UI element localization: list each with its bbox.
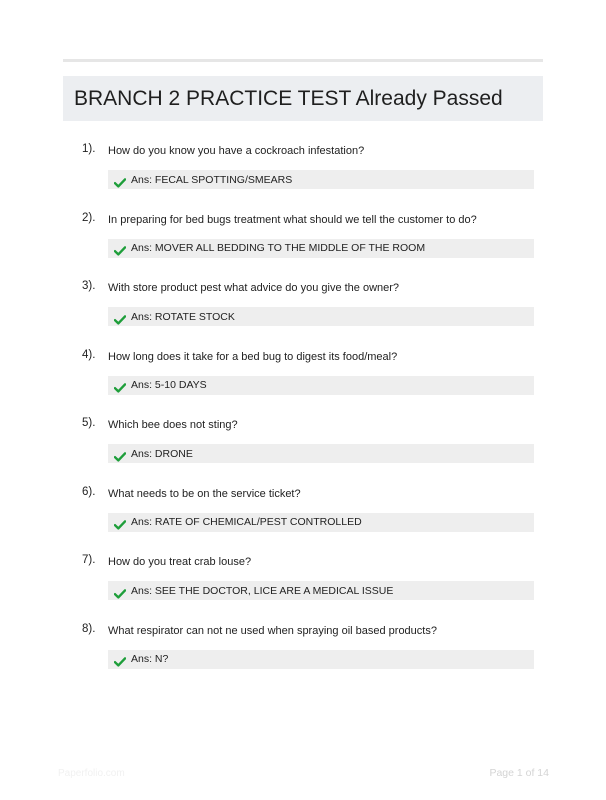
question-item — [0, 349, 606, 418]
question-item — [0, 554, 606, 623]
question-number: 4). — [82, 348, 96, 361]
check-icon — [114, 175, 126, 185]
question-item — [0, 486, 606, 555]
title-banner — [63, 76, 543, 121]
answer-text: Ans: MOVER ALL BEDDING TO THE MIDDLE OF THE ROOM — [131, 242, 426, 254]
question-number: 3). — [82, 280, 96, 292]
answer-text: Ans: RATE OF CHEMICAL/PEST CONTROLLED — [131, 516, 362, 528]
page-indicator: Page 1 of 14 — [489, 767, 549, 779]
question-number: 1). — [82, 143, 96, 155]
question-number: 6). — [82, 485, 96, 498]
check-icon — [114, 243, 126, 253]
question-text: In preparing for bed bugs treatment what should we tell the customer to do? — [108, 213, 477, 226]
check-icon — [114, 380, 126, 390]
question-text: How long does it take for a bed bug to digest its food/meal? — [108, 350, 398, 363]
question-item — [0, 280, 606, 349]
question-item — [0, 623, 606, 692]
answer-text: Ans: N? — [131, 653, 169, 665]
question-text: What needs to be on the service ticket? — [108, 487, 301, 500]
answer-box — [108, 513, 534, 532]
question-item — [0, 212, 606, 281]
answer-box — [108, 376, 534, 395]
check-icon — [114, 517, 126, 527]
answer-box — [108, 444, 534, 463]
page-title: BRANCH 2 PRACTICE TEST Already Passed — [74, 86, 503, 110]
answer-text: Ans: ROTATE STOCK — [131, 310, 235, 323]
check-icon — [114, 586, 126, 596]
answer-box — [108, 170, 534, 189]
question-text: How do you treat crab louse? — [108, 556, 252, 568]
question-text: How do you know you have a cockroach infestation? — [108, 145, 365, 157]
question-text: Which bee does not sting? — [108, 419, 238, 431]
question-number: 5). — [82, 417, 96, 429]
check-icon — [114, 654, 126, 664]
question-number: 8). — [82, 622, 96, 635]
answer-box — [108, 581, 534, 600]
answer-text: Ans: SEE THE DOCTOR, LICE ARE A MEDICAL ISSUE — [131, 584, 394, 597]
answer-text: Ans: 5-10 DAYS — [131, 379, 207, 391]
question-text: What respirator can not ne used when spraying oil based products? — [108, 624, 437, 637]
answer-box — [108, 307, 534, 326]
check-icon — [114, 312, 126, 322]
question-number: 2). — [82, 211, 96, 224]
question-number: 7). — [82, 554, 96, 566]
question-list — [0, 143, 606, 691]
check-icon — [114, 449, 126, 459]
question-item — [0, 143, 606, 212]
answer-text: Ans: FECAL SPOTTING/SMEARS — [131, 173, 293, 186]
answer-text: Ans: DRONE — [131, 447, 193, 460]
top-divider — [63, 59, 543, 62]
question-item — [0, 417, 606, 486]
question-text: With store product pest what advice do you give the owner? — [108, 282, 400, 294]
answer-box — [108, 239, 534, 258]
footer-watermark: Paperfolio.com — [58, 768, 125, 779]
answer-box — [108, 650, 534, 669]
